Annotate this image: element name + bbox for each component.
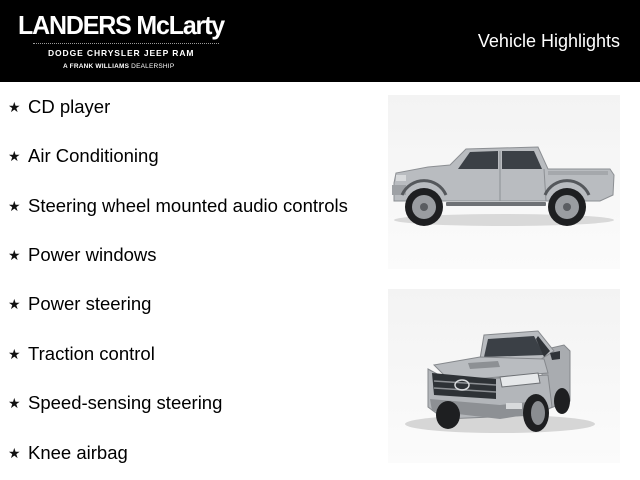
page-title: Vehicle Highlights (477, 31, 620, 51)
dealer-logo[interactable] (18, 10, 225, 74)
feature-item (8, 391, 222, 415)
front-view-photo[interactable] (388, 289, 620, 463)
feature-item (8, 194, 348, 218)
star-icon: ★ (8, 247, 21, 263)
truck-front-illustration (388, 289, 620, 463)
feature-item (8, 144, 159, 168)
feature-label: Traction control (28, 343, 155, 364)
feature-item (8, 292, 151, 316)
header-bar (0, 0, 640, 82)
feature-item (8, 441, 128, 465)
truck-side-illustration (388, 95, 620, 269)
star-icon: ★ (8, 148, 21, 164)
feature-label: Speed-sensing steering (28, 392, 223, 413)
feature-label: CD player (28, 96, 111, 117)
logo-name: LANDERS McLarty (18, 10, 225, 40)
logo-brands: DODGE CHRYSLER JEEP RAM (48, 48, 195, 58)
star-icon: ★ (8, 346, 21, 362)
feature-label: Knee airbag (28, 442, 128, 463)
feature-label: Steering wheel mounted audio controls (28, 195, 348, 216)
side-view-photo[interactable] (388, 95, 620, 269)
star-icon: ★ (8, 296, 21, 312)
feature-label: Air Conditioning (28, 145, 159, 166)
feature-label: Power windows (28, 244, 157, 265)
star-icon: ★ (8, 395, 21, 411)
feature-item (8, 342, 155, 366)
feature-item (8, 243, 157, 267)
star-icon: ★ (8, 198, 21, 214)
star-icon: ★ (8, 445, 21, 461)
logo-dealer-prefix: A FRANK WILLIAMS (63, 63, 130, 70)
logo-dealer-line (63, 63, 174, 70)
logo-dealer-suffix: DEALERSHIP (131, 63, 175, 70)
star-icon: ★ (8, 99, 21, 115)
feature-label: Power steering (28, 293, 152, 314)
feature-item (8, 95, 110, 119)
logo-divider (33, 43, 219, 44)
